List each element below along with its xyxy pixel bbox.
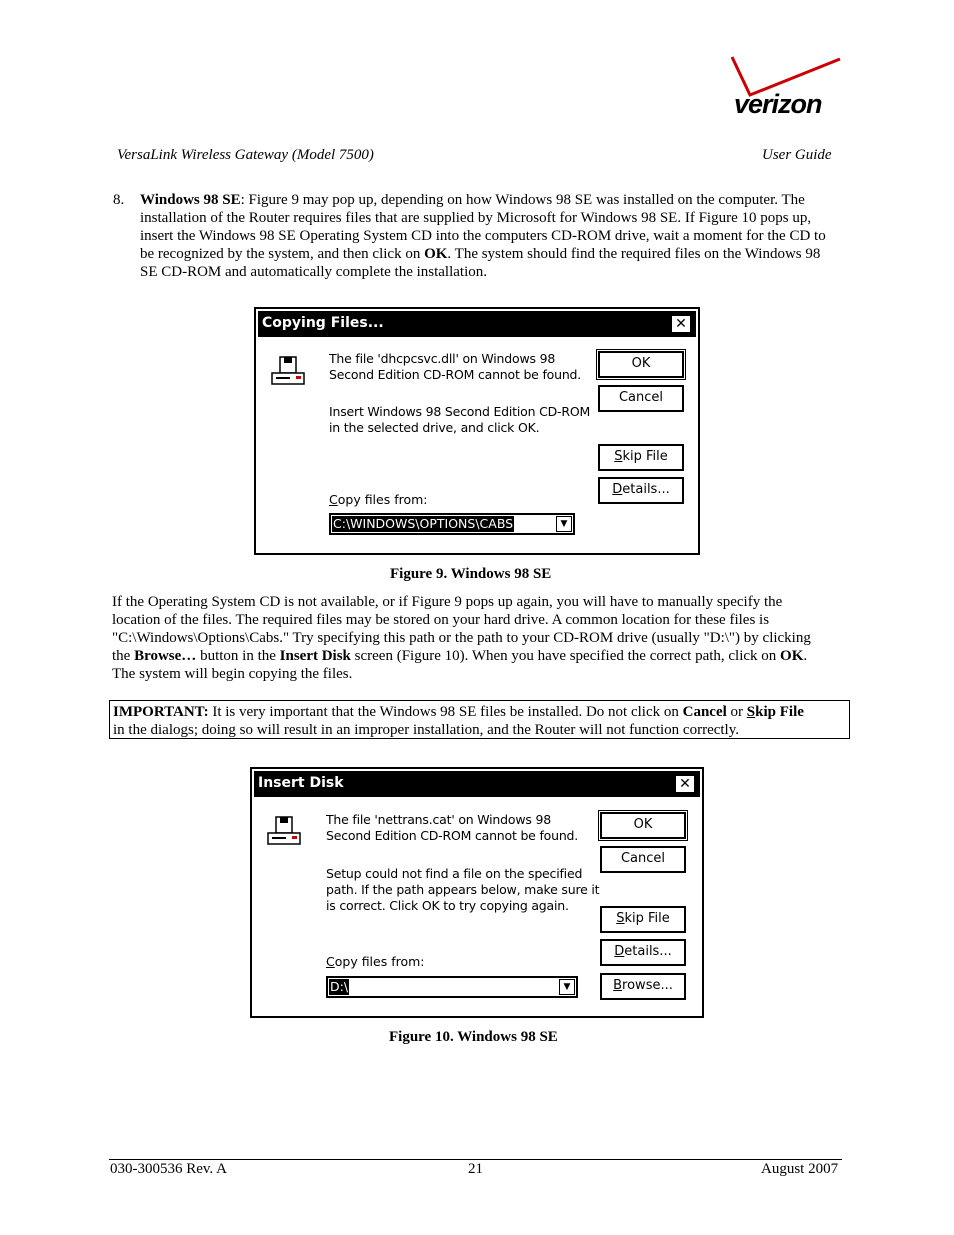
- dialog-message: The file 'dhcpcsvc.dll' on Windows 98 Second Edition CD-ROM cannot be found. Insert Windows 98 Second Edition CD-ROM in the selected drive, and click OK.: [329, 351, 591, 435]
- step-lead: Windows 98 SE: [140, 192, 241, 208]
- close-icon[interactable]: ✕: [675, 775, 695, 793]
- dialog-titlebar: [254, 771, 700, 797]
- insert-disk-dialog: [250, 767, 704, 1018]
- header-title: VersaLink Wireless Gateway (Model 7500): [117, 147, 374, 163]
- copy-files-from-label: Copy files from:: [326, 954, 425, 969]
- header-doc-type: User Guide: [762, 147, 832, 163]
- figure10-caption: Figure 10. Windows 98 SE: [389, 1029, 558, 1045]
- copy-files-from-combo[interactable]: [329, 513, 575, 535]
- footer-doc-number: 030-300536 Rev. A: [110, 1161, 227, 1177]
- details-button[interactable]: Details...: [598, 477, 684, 504]
- copy-files-from-value: D:\: [330, 979, 349, 994]
- dialog-title: Copying Files...: [262, 315, 384, 331]
- copy-files-from-value: C:\WINDOWS\OPTIONS\CABS: [333, 516, 514, 531]
- footer-page-number: 21: [468, 1161, 483, 1177]
- figure9-caption: Figure 9. Windows 98 SE: [390, 566, 552, 582]
- step-text: Windows 98 SE: Figure 9 may pop up, depending on how Windows 98 SE was installed on the computer. The installation of the Router requires files that are supplied by Microsoft for Windows 98 SE. If Figure 10 pops up, insert the Windows 98 SE Operating System CD into the computers CD-ROM drive, wait a moment for the CD to be recognized by the system, and then click on OK. The system should find the required files on the Windows 98 SE CD-ROM and automatically complete the installation.: [140, 192, 826, 280]
- copy-files-from-combo[interactable]: [326, 976, 578, 998]
- ok-button[interactable]: OK: [600, 812, 686, 839]
- dialog-message: The file 'nettrans.cat' on Windows 98 Second Edition CD-ROM cannot be found. Setup could not find a file on the specified path. If the path appears below, make sure it is correct. Click OK to try copying again.: [326, 812, 600, 913]
- ok-button[interactable]: OK: [598, 351, 684, 378]
- skip-file-button[interactable]: Skip File: [598, 444, 684, 471]
- floppy-drive-icon: [266, 815, 302, 847]
- footer-divider: [109, 1159, 842, 1160]
- copying-files-dialog: [254, 307, 700, 555]
- close-icon[interactable]: ✕: [671, 315, 691, 333]
- dialog-titlebar: [258, 311, 696, 337]
- details-button[interactable]: Details...: [600, 939, 686, 966]
- skip-file-button[interactable]: Skip File: [600, 906, 686, 933]
- browse-button[interactable]: Browse...: [600, 973, 686, 1000]
- chevron-down-icon[interactable]: ▼: [556, 516, 572, 532]
- footer-date: August 2007: [761, 1161, 839, 1177]
- cancel-button[interactable]: Cancel: [600, 846, 686, 873]
- floppy-drive-icon: [270, 355, 306, 387]
- dialog-title: Insert Disk: [258, 775, 344, 791]
- important-notice: IMPORTANT: It is very important that the Windows 98 SE files be installed. Do not click on Cancel or Skip File in the dialogs; doing so will result in an improper installation, and the Router will not function correctly.: [109, 700, 850, 739]
- chevron-down-icon[interactable]: ▼: [559, 979, 575, 995]
- step-number: 8.: [113, 192, 125, 208]
- copy-files-from-label: Copy files from:: [329, 492, 428, 507]
- manual-path-paragraph: If the Operating System CD is not available, or if Figure 9 pops up again, you will have to manually specify the location of the files. The required files may be stored on your hard drive. A common location for these files is "C:\Windows\Options\Cabs." Try specifying this path or the path to your CD-ROM drive (usually "D:\") by clicking the Browse… button in the Insert Disk screen (Figure 10). When you have specified the correct path, click on OK. The system will begin copying the files.: [112, 594, 811, 682]
- verizon-logo: [728, 55, 844, 121]
- cancel-button[interactable]: Cancel: [598, 385, 684, 412]
- logo-wordmark: verizon: [734, 89, 822, 119]
